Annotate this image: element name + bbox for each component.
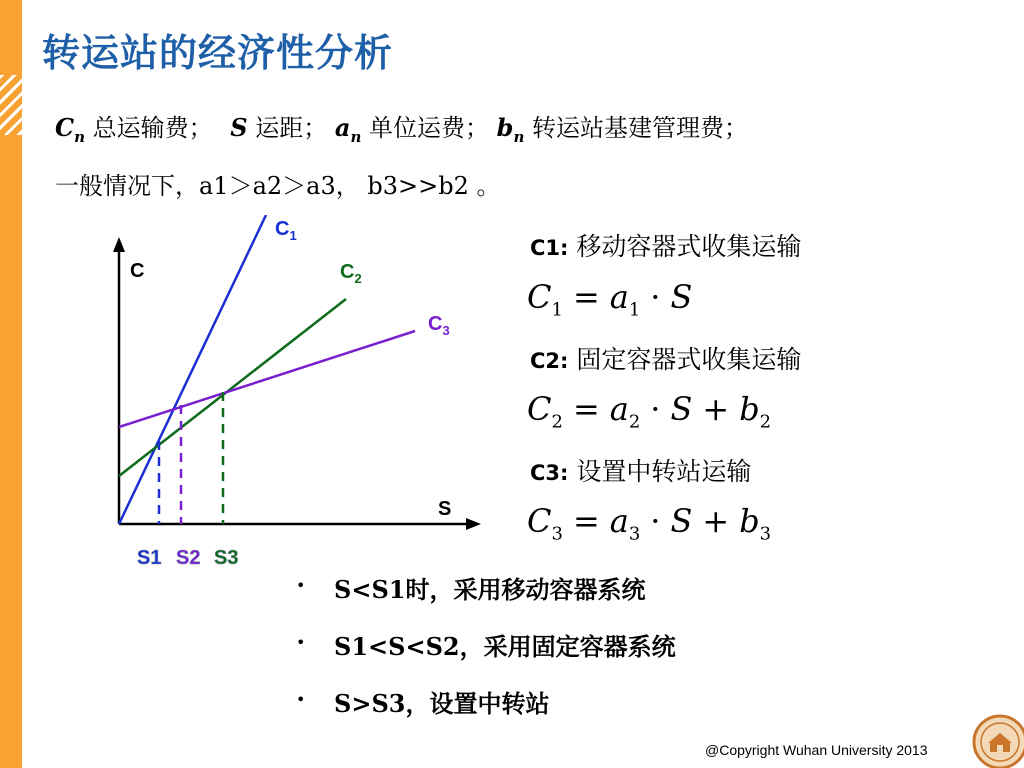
s-text: 运距； [255, 114, 328, 142]
c2-label: $C_2$ [340, 261, 362, 286]
an-symbol: $a_n$ [334, 113, 362, 146]
c3-line [119, 331, 415, 427]
formula-c2: $C_2 = a_2 \cdot S + b_2$ [527, 390, 772, 433]
cn-symbol: $C_n$ [55, 113, 86, 146]
formula-c3: $C_3 = a_3 \cdot S + b_3$ [527, 502, 772, 545]
definitions-line [55, 108, 748, 146]
page-title: 转运站的经济性分析 [42, 31, 394, 75]
x-axis-label: S [438, 498, 452, 520]
general-condition: 一般情况下，a1＞a2＞a3， b3>>b2 。 [55, 172, 501, 200]
bn-text: 转运站基建管理费； [532, 114, 748, 142]
s1-tick-label: S1 [137, 547, 162, 569]
method-c2-label: C2: 固定容器式收集运输 [530, 345, 802, 374]
method-c3-label: C3: 设置中转站运输 [530, 457, 752, 486]
bullet-text: S<S1时，采用移动容器系统 [334, 575, 646, 604]
s3-tick-label: S3 [214, 547, 239, 569]
university-seal-logo [970, 712, 1024, 768]
stripe-pattern [0, 75, 22, 135]
y-axis-arrow [113, 237, 125, 252]
bullet-icon: • [296, 576, 306, 595]
bullet-icon: • [296, 633, 306, 652]
copyright-notice: @Copyright Wuhan University 2013 [705, 742, 928, 758]
bullet-icon: • [296, 690, 306, 709]
bullet-text: S>S3，设置中转站 [334, 689, 550, 718]
c2-line [119, 299, 346, 476]
left-accent-bar [0, 0, 22, 768]
an-text: 单位运费； [369, 114, 490, 142]
bullet-text: S1<S<S2，采用固定容器系统 [334, 632, 676, 661]
s-symbol: S [230, 113, 248, 142]
bn-symbol: $b_n$ [496, 113, 525, 146]
y-axis-label: C [130, 260, 145, 282]
c3-label: $C_3$ [428, 313, 450, 338]
c1-label: $C_1$ [275, 218, 297, 243]
method-c1-label: C1: 移动容器式收集运输 [530, 232, 802, 261]
cost-vs-distance-diagram [100, 215, 500, 575]
x-axis-arrow [466, 518, 481, 530]
formula-c1: $C_1 = a_1 \cdot S$ [527, 278, 693, 321]
cn-text: 总运输费； [92, 114, 213, 142]
s2-tick-label: S2 [176, 547, 201, 569]
